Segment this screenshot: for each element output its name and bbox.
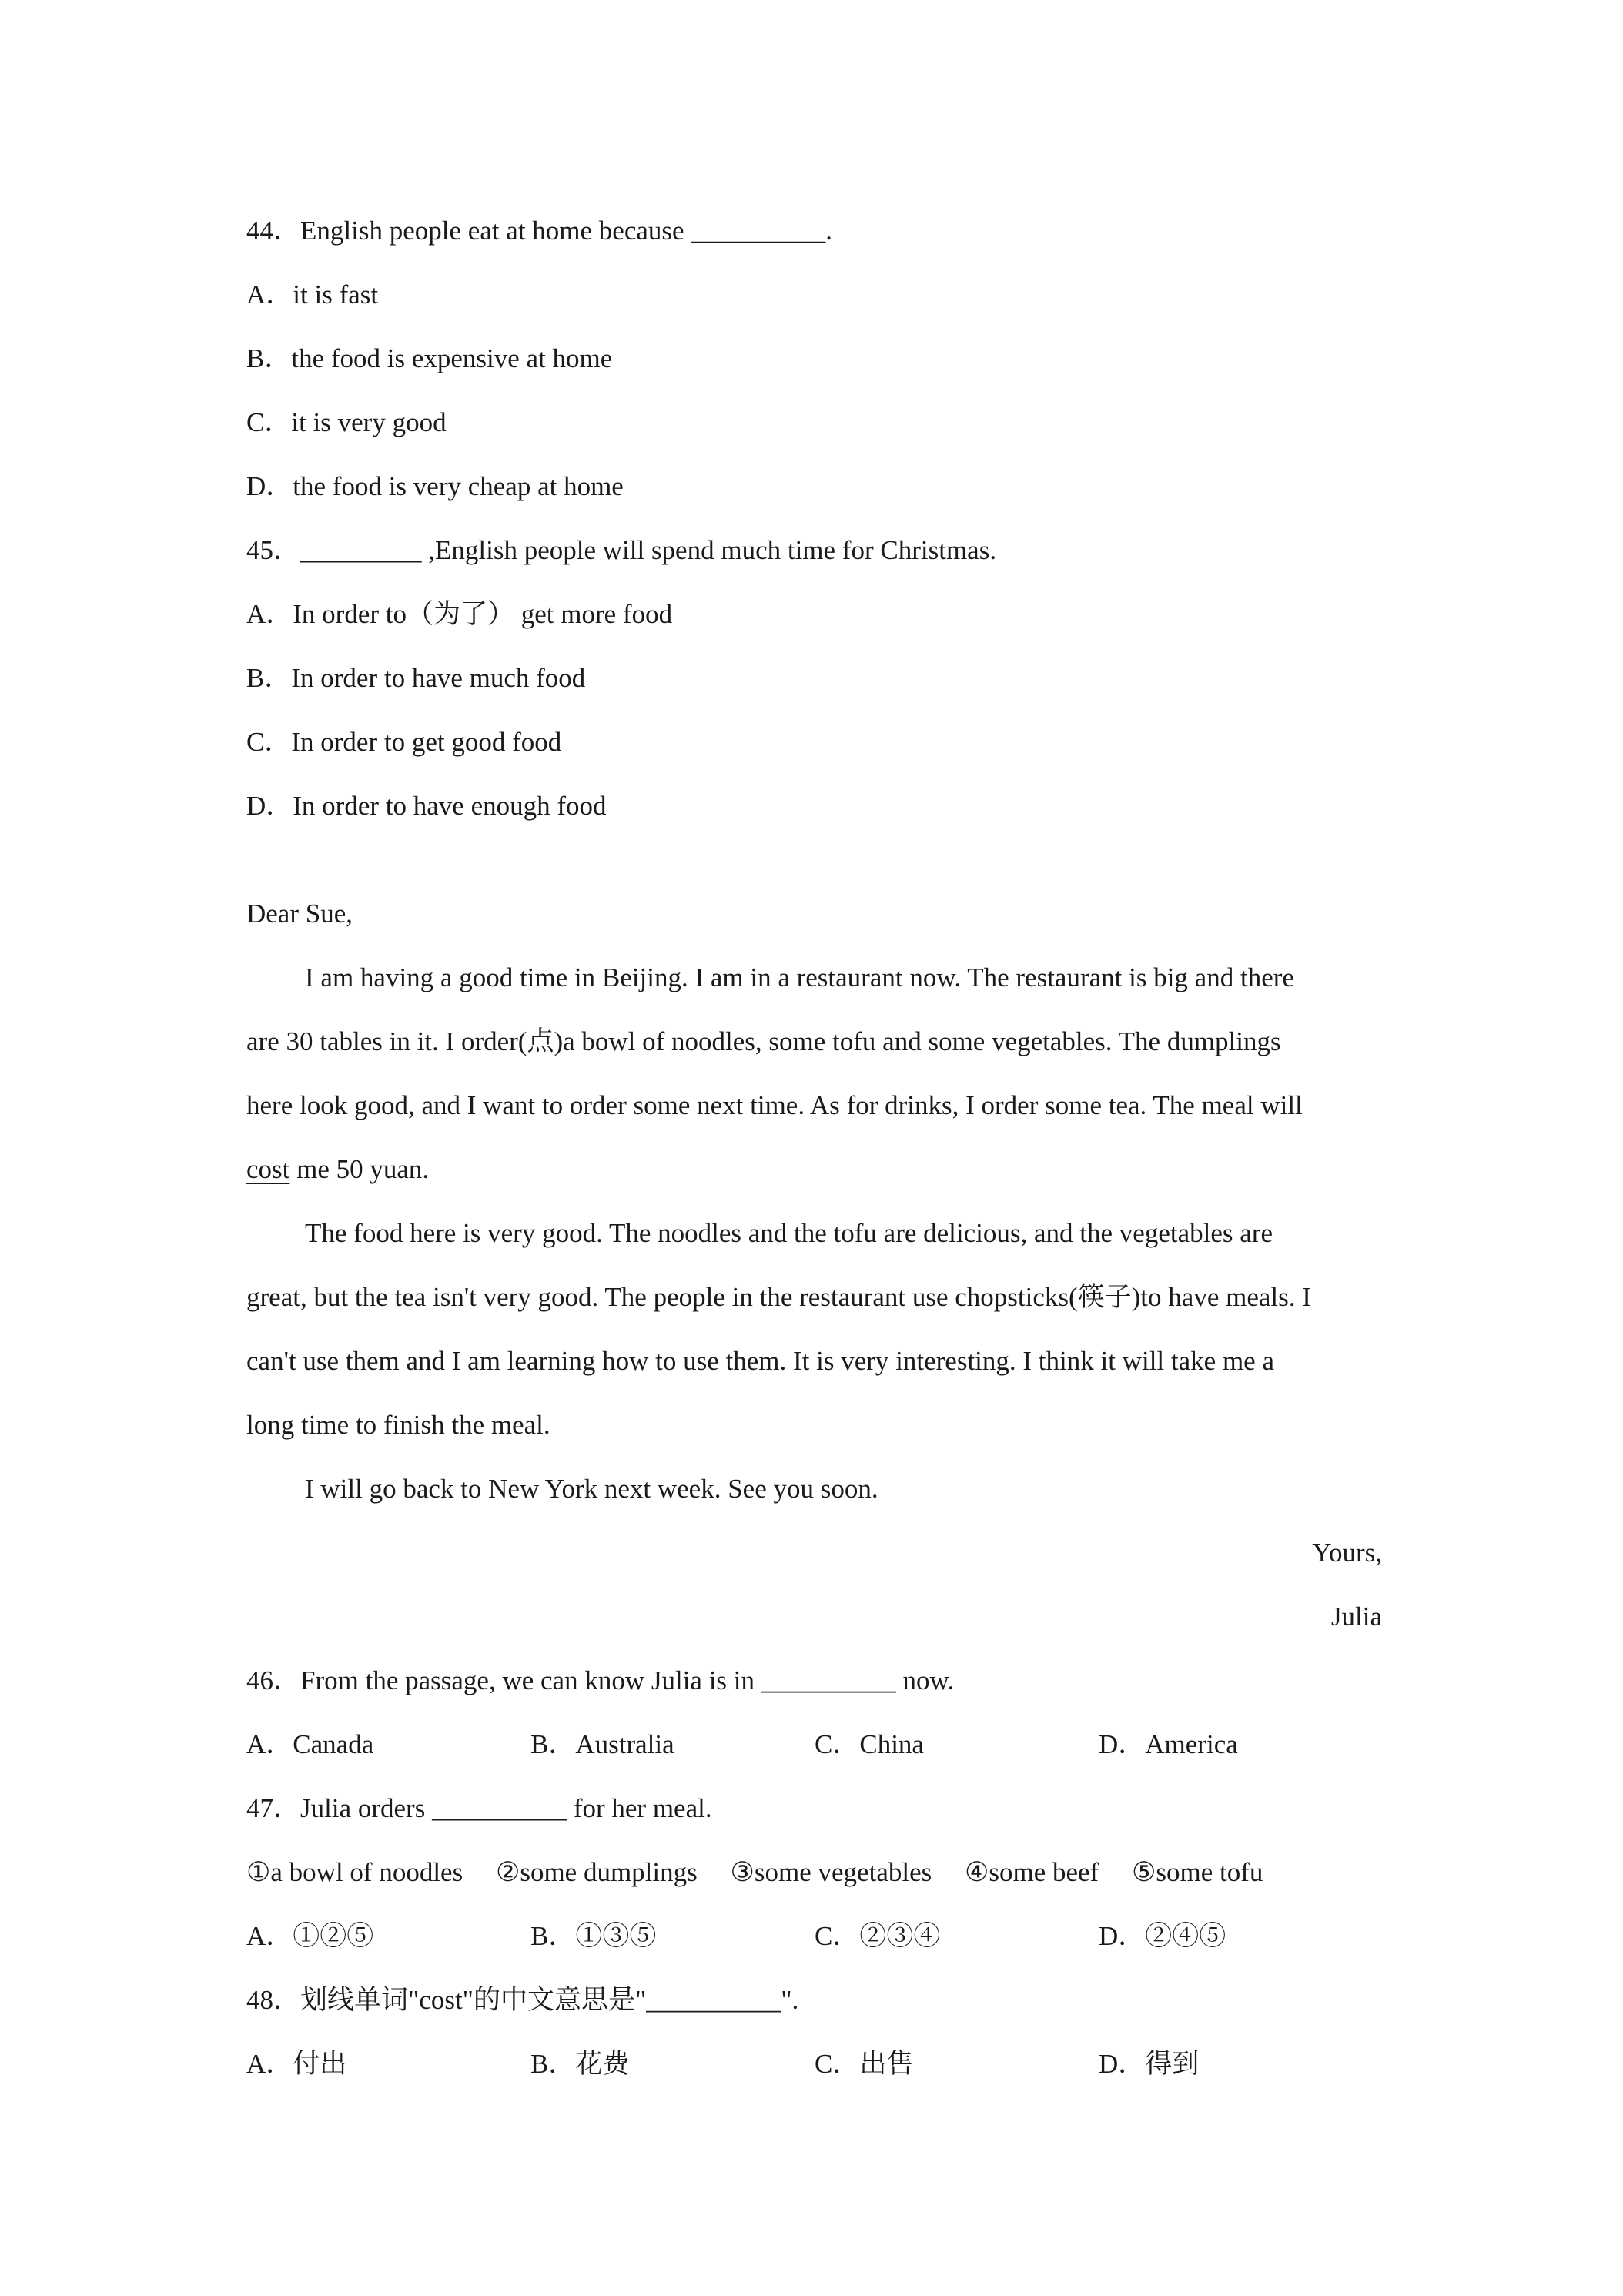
q47-option-d: D．②④⑤ (1099, 1921, 1226, 1951)
letter-p2-line2: great, but the tea isn't very good. The people in the restaurant use chopsticks(筷子)to have meals. I (246, 1282, 1311, 1312)
q44-option-d: D．the food is very cheap at home (246, 471, 624, 501)
q45-option-d: D．In order to have enough food (246, 791, 607, 821)
letter-p3: I will go back to New York next week. See you soon. (305, 1474, 878, 1504)
q46-option-d: D．America (1099, 1729, 1238, 1759)
letter-greeting: Dear Sue, (246, 899, 353, 929)
q46-option-a: A．Canada (246, 1729, 374, 1759)
q45-option-c: C．In order to get good food (246, 727, 562, 757)
q44-option-c: C．it is very good (246, 407, 447, 437)
q47-stem: 47．Julia orders __________ for her meal. (246, 1793, 712, 1823)
q47-item-5: ⑤some tofu (1131, 1857, 1263, 1887)
q47-option-c: C．②③④ (815, 1921, 941, 1951)
q47-item-2: ②some dumplings (495, 1857, 698, 1887)
q44-option-a: A．it is fast (246, 279, 379, 310)
q48-option-a: A．付出 (246, 2049, 347, 2079)
q47-option-b: B．①③⑤ (530, 1921, 657, 1951)
letter-p2-line4: long time to finish the meal. (246, 1410, 550, 1440)
underlined-word-cost: cost (246, 1154, 290, 1184)
q48-stem: 48．划线单词"cost"的中文意思是"__________". (246, 1985, 799, 2015)
q47-option-a: A．①②⑤ (246, 1921, 374, 1951)
q47-items (246, 1856, 1289, 1889)
q46-option-b: B．Australia (530, 1729, 674, 1759)
q48-option-c: C．出售 (815, 2049, 914, 2079)
q47-item-1: ①a bowl of noodles (246, 1857, 463, 1887)
q44-option-b: B．the food is expensive at home (246, 343, 613, 373)
letter-p1-line1: I am having a good time in Beijing. I am in a restaurant now. The restaurant is big and there (305, 962, 1294, 992)
q46-option-c: C．China (815, 1729, 924, 1759)
q45-option-a: A．In order to（为了） get more food (246, 599, 673, 629)
q46-stem: 46．From the passage, we can know Julia is in __________ now. (246, 1665, 955, 1695)
q48-option-b: B．花费 (530, 2049, 630, 2079)
letter-p2-line3: can't use them and I am learning how to use them. It is very interesting. I think it will take me a (246, 1346, 1274, 1376)
letter-p1-line4-rest: me 50 yuan. (289, 1154, 430, 1184)
q47-item-3: ③some vegetables (730, 1857, 932, 1887)
letter-closing: Yours, (1312, 1538, 1382, 1568)
q44-stem: 44．English people eat at home because __________. (246, 216, 833, 246)
q45-option-b: B．In order to have much food (246, 663, 586, 693)
letter-p1-line4 (246, 1153, 429, 1186)
q48-option-d: D．得到 (1099, 2049, 1200, 2079)
letter-signature: Julia (1330, 1602, 1382, 1632)
q45-stem: 45．_________ ,English people will spend much time for Christmas. (246, 535, 997, 565)
q47-item-4: ④some beef (964, 1857, 1099, 1887)
letter-p2-line1: The food here is very good. The noodles and the tofu are delicious, and the vegetables are (305, 1218, 1273, 1248)
letter-p1-line2: are 30 tables in it. I order(点)a bowl of noodles, some tofu and some vegetables. The dumplings (246, 1026, 1281, 1056)
letter-p1-line3: here look good, and I want to order some next time. As for drinks, I order some tea. The meal will (246, 1090, 1303, 1120)
